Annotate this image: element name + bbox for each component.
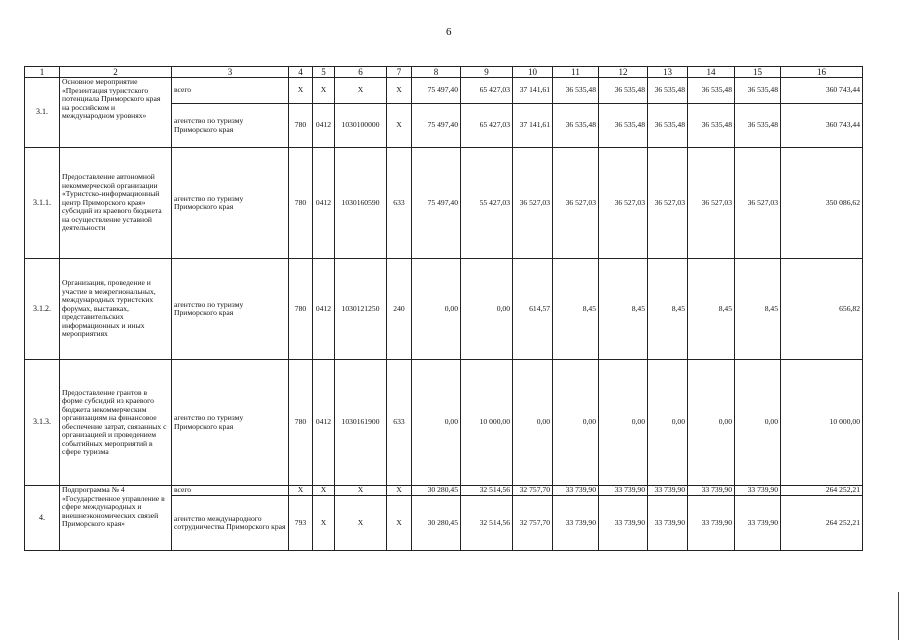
code-cell: 0412 bbox=[313, 259, 335, 360]
value-cell: 10 000,00 bbox=[781, 360, 863, 486]
value-cell: 8,45 bbox=[553, 259, 599, 360]
value-cell: 0,00 bbox=[599, 360, 648, 486]
code-cell: X bbox=[289, 78, 313, 104]
value-cell: 0,00 bbox=[735, 360, 781, 486]
header-cell: 15 bbox=[735, 67, 781, 78]
header-cell: 6 bbox=[335, 67, 387, 78]
code-cell: 780 bbox=[289, 360, 313, 486]
code-cell: X bbox=[289, 486, 313, 496]
value-cell: 656,82 bbox=[781, 259, 863, 360]
value-cell: 33 739,90 bbox=[735, 486, 781, 496]
value-cell: 36 535,48 bbox=[648, 78, 688, 104]
header-cell: 13 bbox=[648, 67, 688, 78]
budget-table bbox=[24, 66, 863, 551]
executor: агентство международного сотрудничества Приморского края bbox=[172, 496, 289, 551]
code-cell: 0412 bbox=[313, 104, 335, 148]
value-cell: 36 535,48 bbox=[735, 78, 781, 104]
value-cell: 33 739,90 bbox=[688, 496, 735, 551]
header-cell: 9 bbox=[461, 67, 513, 78]
value-cell: 36 527,03 bbox=[688, 148, 735, 259]
value-cell: 33 739,90 bbox=[599, 496, 648, 551]
code-cell: 1030121250 bbox=[335, 259, 387, 360]
executor: агентство по туризму Приморского края bbox=[172, 259, 289, 360]
row-index: 3.1.3. bbox=[25, 360, 60, 486]
value-cell: 10 000,00 bbox=[461, 360, 513, 486]
code-cell: X bbox=[313, 78, 335, 104]
value-cell: 75 497,40 bbox=[412, 148, 461, 259]
value-cell: 36 535,48 bbox=[648, 104, 688, 148]
table-row bbox=[25, 259, 863, 360]
header-cell: 3 bbox=[172, 67, 289, 78]
code-cell: 793 bbox=[289, 496, 313, 551]
value-cell: 30 280,45 bbox=[412, 486, 461, 496]
code-cell: 0412 bbox=[313, 148, 335, 259]
value-cell: 36 527,03 bbox=[553, 148, 599, 259]
table-row bbox=[25, 486, 863, 496]
value-cell: 0,00 bbox=[412, 259, 461, 360]
value-cell: 36 535,48 bbox=[553, 104, 599, 148]
executor: всего bbox=[172, 486, 289, 496]
code-cell: X bbox=[387, 486, 412, 496]
row-index: 4. bbox=[25, 486, 60, 551]
code-cell: X bbox=[387, 104, 412, 148]
value-cell: 37 141,61 bbox=[513, 78, 553, 104]
value-cell: 33 739,90 bbox=[735, 496, 781, 551]
code-cell: 633 bbox=[387, 360, 412, 486]
value-cell: 32 757,70 bbox=[513, 486, 553, 496]
scan-edge-line bbox=[898, 592, 899, 640]
row-name: Предоставление грантов в форме субсидий из краевого бюджета некоммерческим организациям на финансовое обеспечение затрат, связанных с организацией и проведением событийных мероприятий в сфере туризма bbox=[60, 360, 172, 486]
value-cell: 360 743,44 bbox=[781, 78, 863, 104]
code-cell: X bbox=[335, 496, 387, 551]
value-cell: 30 280,45 bbox=[412, 496, 461, 551]
value-cell: 65 427,03 bbox=[461, 78, 513, 104]
code-cell: X bbox=[335, 78, 387, 104]
code-cell: X bbox=[387, 496, 412, 551]
row-name: Организация, проведение и участие в межрегиональных, международных туристских форумах, выставках, представительских информационных и иных мероприятиях bbox=[60, 259, 172, 360]
header-cell: 1 bbox=[25, 67, 60, 78]
header-cell: 5 bbox=[313, 67, 335, 78]
value-cell: 8,45 bbox=[599, 259, 648, 360]
value-cell: 36 535,48 bbox=[599, 78, 648, 104]
value-cell: 8,45 bbox=[688, 259, 735, 360]
value-cell: 36 527,03 bbox=[735, 148, 781, 259]
header-cell: 4 bbox=[289, 67, 313, 78]
value-cell: 8,45 bbox=[648, 259, 688, 360]
header-cell: 11 bbox=[553, 67, 599, 78]
header-row bbox=[25, 67, 863, 78]
value-cell: 350 086,62 bbox=[781, 148, 863, 259]
table-row bbox=[25, 148, 863, 259]
value-cell: 32 514,56 bbox=[461, 496, 513, 551]
value-cell: 36 535,48 bbox=[599, 104, 648, 148]
code-cell: 1030161900 bbox=[335, 360, 387, 486]
value-cell: 33 739,90 bbox=[688, 486, 735, 496]
value-cell: 0,00 bbox=[553, 360, 599, 486]
value-cell: 37 141,61 bbox=[513, 104, 553, 148]
table-row bbox=[25, 360, 863, 486]
value-cell: 75 497,40 bbox=[412, 78, 461, 104]
value-cell: 33 739,90 bbox=[553, 496, 599, 551]
row-index: 3.1.2. bbox=[25, 259, 60, 360]
executor: всего bbox=[172, 78, 289, 104]
value-cell: 0,00 bbox=[461, 259, 513, 360]
code-cell: 780 bbox=[289, 259, 313, 360]
value-cell: 33 739,90 bbox=[599, 486, 648, 496]
code-cell: X bbox=[335, 486, 387, 496]
header-cell: 14 bbox=[688, 67, 735, 78]
code-cell: 1030160590 bbox=[335, 148, 387, 259]
header-cell: 2 bbox=[60, 67, 172, 78]
code-cell: X bbox=[313, 486, 335, 496]
value-cell: 264 252,21 bbox=[781, 496, 863, 551]
row-index: 3.1. bbox=[25, 78, 60, 148]
header-cell: 8 bbox=[412, 67, 461, 78]
value-cell: 33 739,90 bbox=[648, 486, 688, 496]
value-cell: 32 757,70 bbox=[513, 496, 553, 551]
value-cell: 8,45 bbox=[735, 259, 781, 360]
code-cell: 0412 bbox=[313, 360, 335, 486]
value-cell: 0,00 bbox=[513, 360, 553, 486]
value-cell: 33 739,90 bbox=[553, 486, 599, 496]
value-cell: 264 252,21 bbox=[781, 486, 863, 496]
code-cell: X bbox=[313, 496, 335, 551]
value-cell: 36 535,48 bbox=[735, 104, 781, 148]
value-cell: 0,00 bbox=[412, 360, 461, 486]
value-cell: 36 535,48 bbox=[688, 78, 735, 104]
executor: агентство по туризму Приморского края bbox=[172, 360, 289, 486]
value-cell: 36 527,03 bbox=[648, 148, 688, 259]
code-cell: 633 bbox=[387, 148, 412, 259]
value-cell: 65 427,03 bbox=[461, 104, 513, 148]
code-cell: 1030100000 bbox=[335, 104, 387, 148]
value-cell: 32 514,56 bbox=[461, 486, 513, 496]
value-cell: 0,00 bbox=[648, 360, 688, 486]
header-cell: 16 bbox=[781, 67, 863, 78]
header-cell: 12 bbox=[599, 67, 648, 78]
row-index: 3.1.1. bbox=[25, 148, 60, 259]
code-cell: 780 bbox=[289, 104, 313, 148]
value-cell: 614,57 bbox=[513, 259, 553, 360]
header-cell: 10 bbox=[513, 67, 553, 78]
value-cell: 360 743,44 bbox=[781, 104, 863, 148]
value-cell: 75 497,40 bbox=[412, 104, 461, 148]
executor: агентство по туризму Приморского края bbox=[172, 148, 289, 259]
value-cell: 36 535,48 bbox=[553, 78, 599, 104]
value-cell: 36 535,48 bbox=[688, 104, 735, 148]
code-cell: 240 bbox=[387, 259, 412, 360]
value-cell: 55 427,03 bbox=[461, 148, 513, 259]
row-name: Основное мероприятие «Презентация туристского потенциала Приморского края на российском и международном уровнях» bbox=[60, 78, 172, 148]
code-cell: 780 bbox=[289, 148, 313, 259]
code-cell: X bbox=[387, 78, 412, 104]
table-row bbox=[25, 78, 863, 104]
value-cell: 0,00 bbox=[688, 360, 735, 486]
value-cell: 33 739,90 bbox=[648, 496, 688, 551]
header-cell: 7 bbox=[387, 67, 412, 78]
executor: агентство по туризму Приморского края bbox=[172, 104, 289, 148]
value-cell: 36 527,03 bbox=[599, 148, 648, 259]
value-cell: 36 527,03 bbox=[513, 148, 553, 259]
row-name: Предоставление автономной некоммерческой организации «Туристско-информационный центр Приморского края» субсидий из краевого бюджета на осуществление уставной деятельности bbox=[60, 148, 172, 259]
row-name: Подпрограмма № 4 «Государственное управление в сфере международных и внешнеэкономических связей Приморского края» bbox=[60, 486, 172, 551]
page-number: 6 bbox=[446, 26, 452, 38]
